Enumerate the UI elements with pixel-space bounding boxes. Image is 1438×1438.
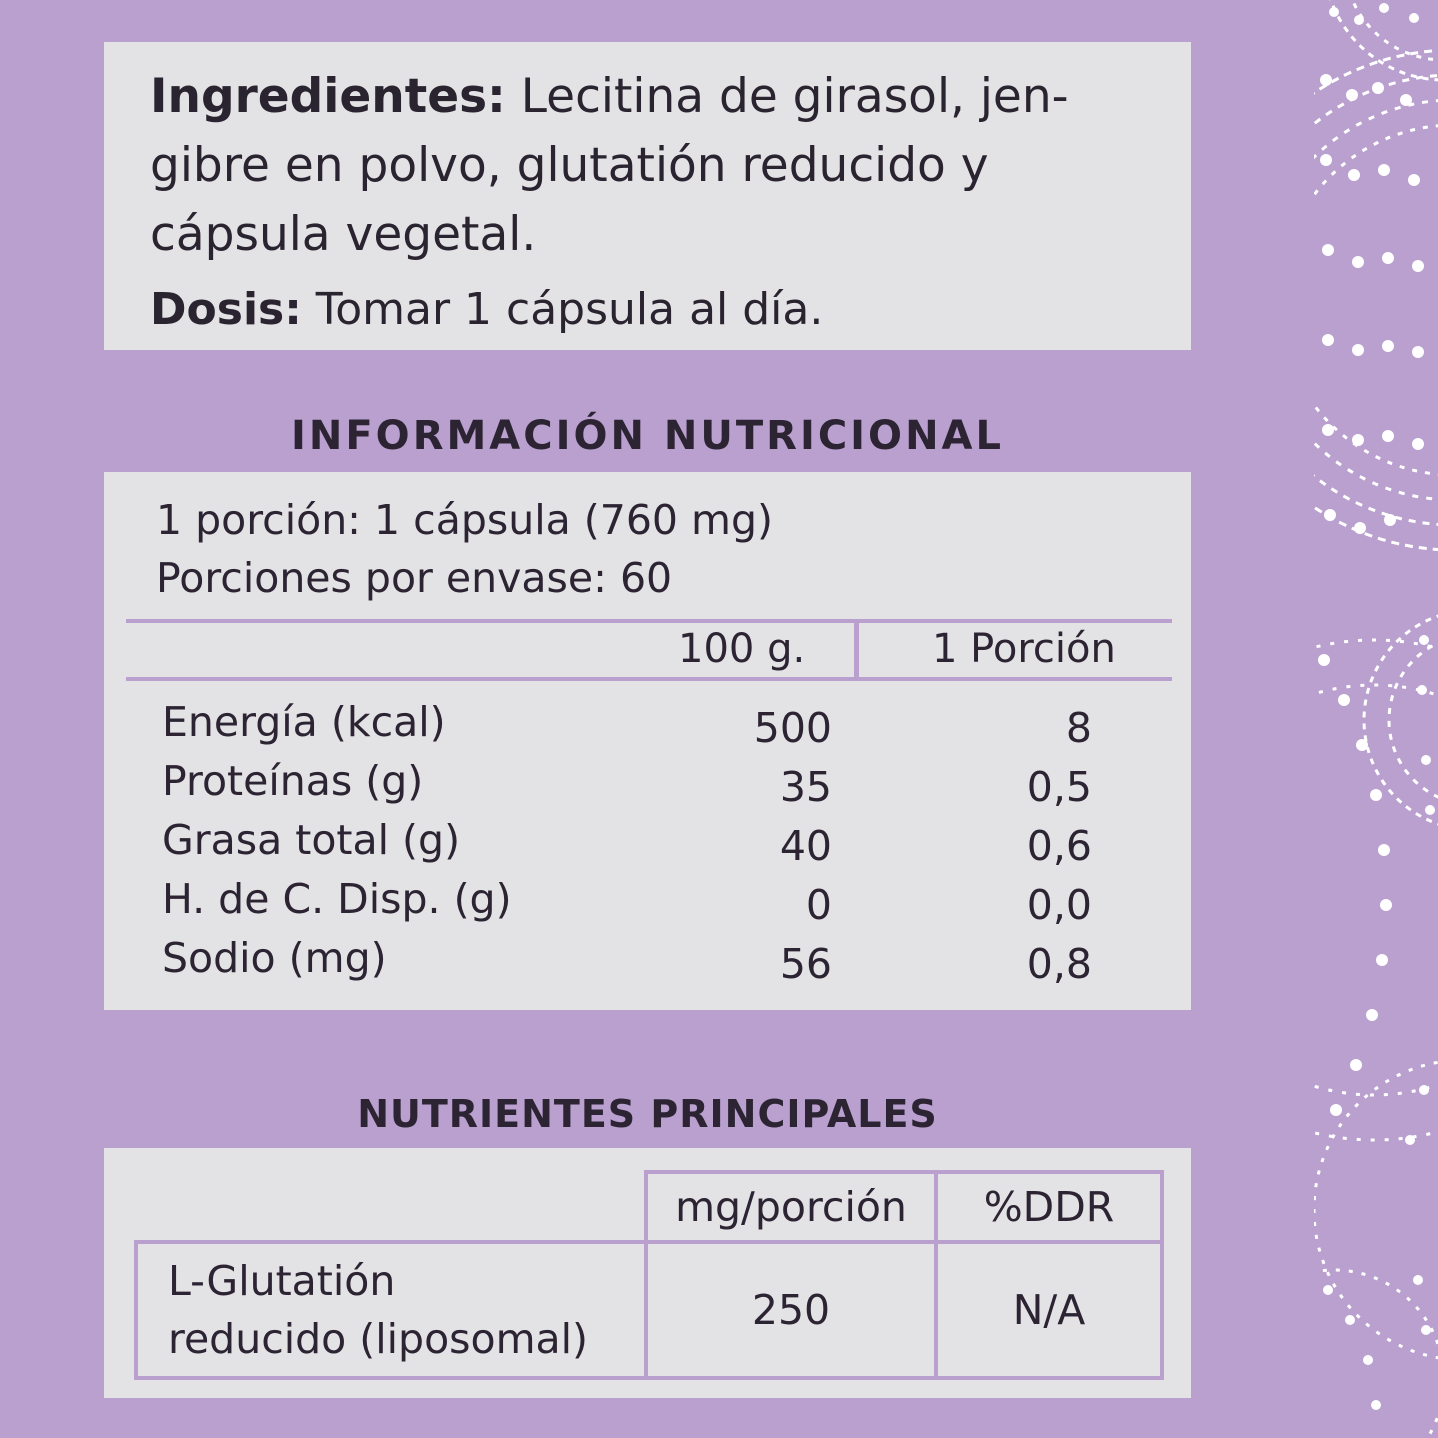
- liposome-pattern-decoration: [1314, 0, 1438, 1438]
- ingredients-text: [150, 62, 1180, 269]
- nutrient-name-cell: [134, 1240, 648, 1380]
- nutrition-title: INFORMACIÓN NUTRICIONAL: [104, 400, 1191, 472]
- nutrition-row: [162, 757, 1092, 816]
- nutrient-label: Sodio (mg): [162, 934, 387, 982]
- nutrient-value-100g: 35: [779, 763, 832, 811]
- nutrient-value-portion: 0,8: [1026, 940, 1092, 988]
- nutrient-value-portion: 8: [1065, 704, 1092, 752]
- ingredients-label: Ingredientes:: [150, 69, 506, 124]
- nutrition-row: [162, 934, 1092, 993]
- ingredients-line-3: cápsula vegetal.: [150, 207, 537, 262]
- nutrient-name-line-2: reducido (liposomal): [168, 1315, 589, 1363]
- ingredients-line-2: gibre en polvo, glutatión reducido y: [150, 138, 989, 193]
- nutrient-value-portion: 0,5: [1026, 763, 1092, 811]
- dose-text: [150, 280, 823, 340]
- nutrient-name: [168, 1252, 588, 1368]
- dose-label: Dosis:: [150, 284, 302, 335]
- nutrient-value-100g: 56: [779, 940, 832, 988]
- nutrient-label: Grasa total (g): [162, 816, 461, 864]
- column-header-mg-portion: mg/porción: [644, 1170, 938, 1244]
- nutrient-label: Proteínas (g): [162, 757, 424, 805]
- nutrient-label: H. de C. Disp. (g): [162, 875, 512, 923]
- column-header-100g: 100 g.: [678, 626, 806, 672]
- serving-size: 1 porción: 1 cápsula (760 mg): [156, 496, 773, 544]
- nutrient-name-line-1: L-Glutatión: [168, 1257, 396, 1305]
- nutrient-value-100g: 0: [805, 881, 832, 929]
- table-header-rule: [126, 677, 1172, 681]
- main-nutrients-panel: [104, 1080, 1191, 1398]
- servings-per-container: Porciones por envase: 60: [156, 554, 673, 602]
- nutrition-row: [162, 875, 1092, 934]
- nutrient-mg-value: 250: [644, 1240, 938, 1380]
- main-nutrients-table: [134, 1170, 1164, 1380]
- table-top-rule: [126, 619, 1172, 623]
- column-divider: [854, 621, 859, 679]
- nutrient-value-100g: 500: [753, 704, 832, 752]
- nutrition-row: [162, 816, 1092, 875]
- nutrition-row: [162, 698, 1092, 757]
- column-header-ddr: %DDR: [934, 1170, 1164, 1244]
- nutrient-value-100g: 40: [779, 822, 832, 870]
- ingredients-line-1: Lecitina de girasol, jen-: [505, 69, 1069, 124]
- nutrient-ddr-value: N/A: [934, 1240, 1164, 1380]
- main-nutrients-title: NUTRIENTES PRINCIPALES: [104, 1080, 1191, 1148]
- nutrition-info-panel: [104, 400, 1191, 1010]
- column-header-portion: 1 Porción: [932, 626, 1116, 672]
- nutrient-label: Energía (kcal): [162, 698, 446, 746]
- ingredients-panel: [104, 42, 1191, 350]
- nutrient-value-portion: 0,6: [1026, 822, 1092, 870]
- dose-value: Tomar 1 cápsula al día.: [301, 284, 824, 335]
- nutrient-value-portion: 0,0: [1026, 881, 1092, 929]
